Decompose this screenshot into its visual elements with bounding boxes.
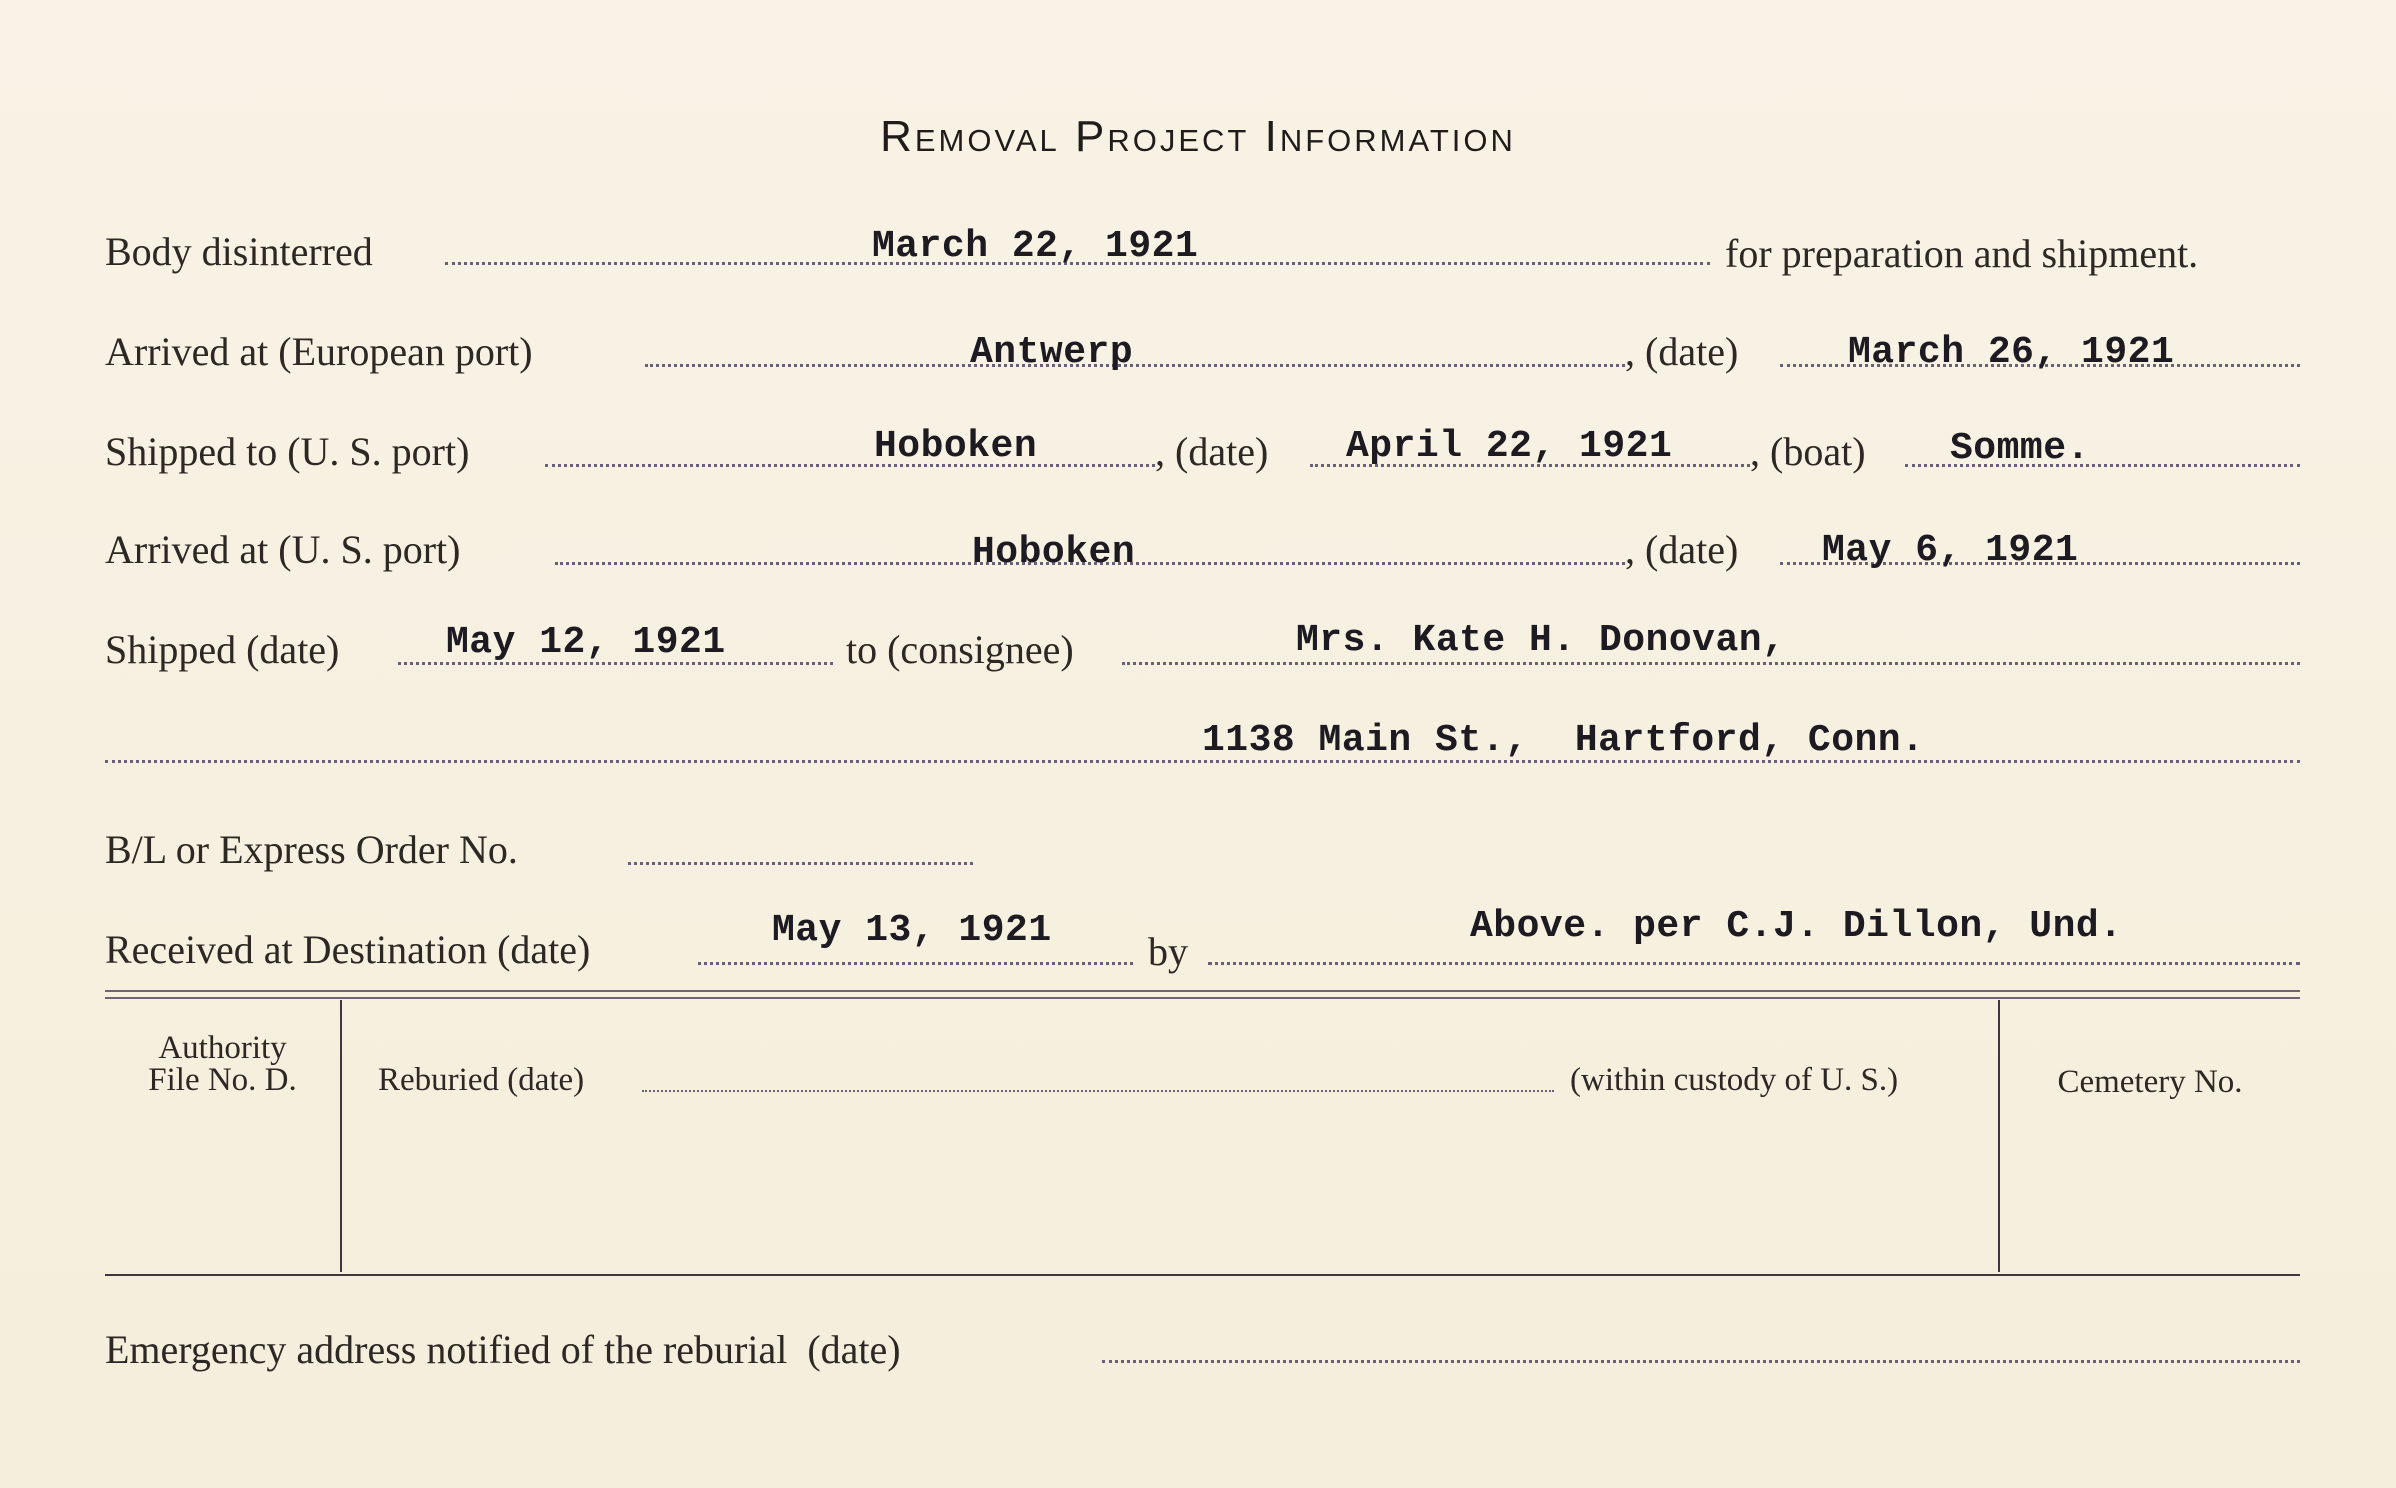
arrived-us-date: May 6, 1921 (1822, 529, 2079, 572)
consignee-label: to (consignee) (846, 627, 1074, 672)
shipped-us-port-line (545, 464, 1155, 467)
form-title: Removal Project Information (880, 112, 1516, 161)
cemetery-label: Cemetery No. (2057, 1064, 2243, 1100)
consignee-name: Mrs. Kate H. Donovan, (1296, 619, 1786, 662)
shipped-us-date: April 22, 1921 (1346, 425, 1673, 468)
received-date-line (698, 962, 1133, 965)
consignee-line (1122, 662, 2300, 665)
emergency-label: Emergency address notified of the reburial (date) (105, 1327, 901, 1372)
bl-order-label: B/L or Express Order No. (105, 827, 518, 872)
box-divider-left (340, 1000, 342, 1272)
received-by-value: Above. per C.J. Dillon, Und. (1470, 905, 2123, 948)
received-date: May 13, 1921 (772, 909, 1052, 952)
shipped-date-label: Shipped (date) (105, 627, 340, 672)
shipped-us-date-label: , (date) (1155, 429, 1269, 474)
arrived-european-label: Arrived at (European port) (105, 329, 533, 374)
received-label: Received at Destination (date) (105, 927, 591, 972)
custody-label: (within custody of U. S.) (1570, 1062, 1899, 1098)
consignee-address: 1138 Main St., Hartford, Conn. (1202, 719, 1925, 762)
arrived-us-label: Arrived at (U. S. port) (105, 527, 461, 572)
reburied-label: Reburied (date) (378, 1062, 585, 1098)
box-divider-right (1998, 1000, 2000, 1272)
reburied-line (642, 1090, 1554, 1092)
body-disinterred-date: March 22, 1921 (872, 225, 1199, 268)
box-bottom-rule (105, 1274, 2300, 1276)
received-by-line (1208, 962, 2300, 965)
shipped-us-boat: Somme. (1950, 427, 2090, 470)
arrived-us-port: Hoboken (972, 531, 1136, 574)
arrived-european-date: March 26, 1921 (1848, 331, 2175, 374)
arrived-european-date-label: , (date) (1625, 329, 1739, 374)
authority-line-2: File No. D. (148, 1062, 297, 1098)
body-disinterred-label: Body disinterred (105, 229, 373, 274)
arrived-european-port: Antwerp (970, 331, 1134, 374)
shipped-us-label: Shipped to (U. S. port) (105, 429, 470, 474)
arrived-us-date-label: , (date) (1625, 527, 1739, 572)
authority-line-1: Authority (158, 1030, 287, 1066)
double-rule-top (105, 990, 2300, 992)
bl-order-line (628, 862, 973, 865)
arrived-european-line (645, 364, 1625, 367)
double-rule-bottom (105, 997, 2300, 999)
shipped-us-port: Hoboken (874, 425, 1038, 468)
received-by-label: by (1148, 929, 1188, 974)
emergency-line (1102, 1360, 2300, 1363)
shipped-us-boat-label: , (boat) (1750, 429, 1866, 474)
preparation-suffix: for preparation and shipment. (1725, 231, 2199, 276)
shipped-date-value: May 12, 1921 (446, 621, 726, 664)
